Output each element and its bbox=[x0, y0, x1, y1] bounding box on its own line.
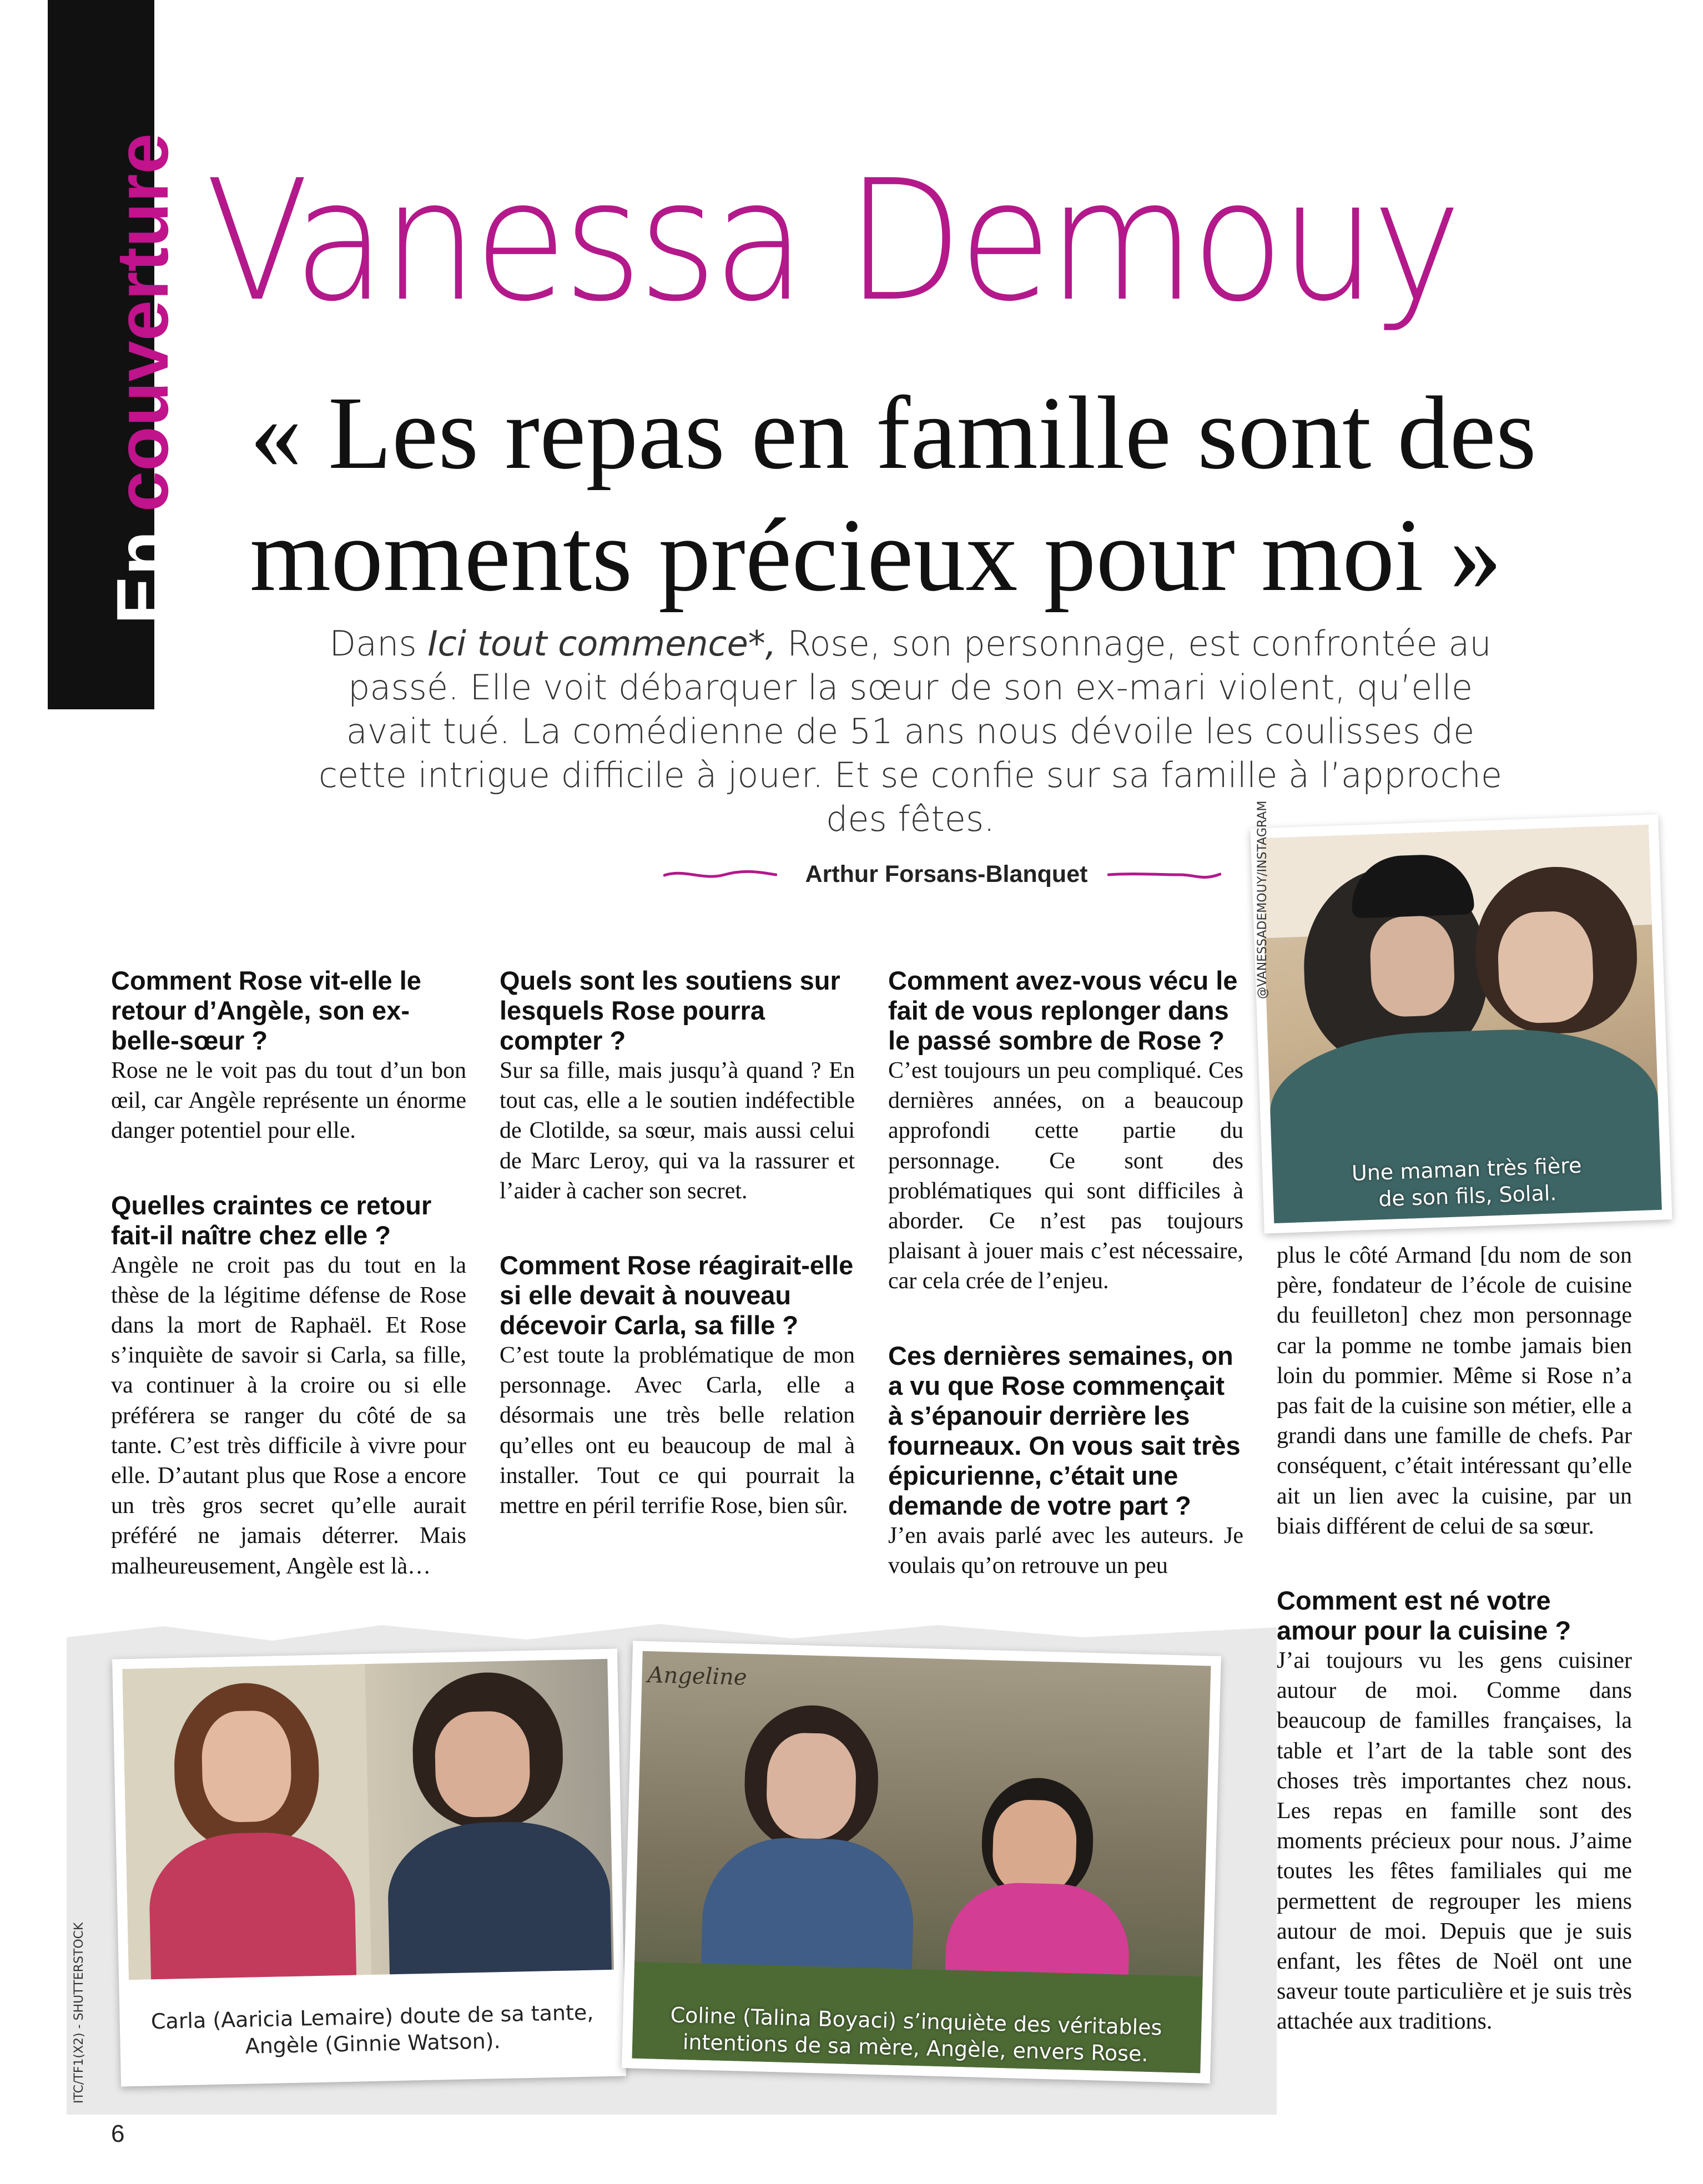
intro-after: Rose, son personnage, est confrontée au passé. Elle voit débarquer la sœur de son ex-mari violent, qu’elle avait tué. La comédienne de 51 ans nous dévoile les coulisses de cette intrigue difficile à jouer. Et se confie sur sa famille à l’approche des fêtes. bbox=[318, 623, 1503, 839]
question: Quelles craintes ce retour fait-il naître chez elle ? bbox=[111, 1190, 432, 1250]
photo-image bbox=[1261, 825, 1662, 1223]
photo-image bbox=[632, 1651, 1211, 2074]
question: Comment Rose vit-elle le retour d’Angèle, son ex-belle-sœur ? bbox=[111, 966, 421, 1055]
answer: Sur sa fille, mais jusqu’à quand ? En tout cas, elle a le soutien indéfectible de Clotilde, sa sœur, mais aussi celui de Marc Leroy, qui va la rassurer et l’aider à cacher son secret. bbox=[500, 1058, 855, 1204]
answer: J’en avais parlé avec les auteurs. Je voulais qu’on retrouve un peu bbox=[888, 1522, 1243, 1578]
byline: Arthur Forsans-Blanquet bbox=[805, 861, 1088, 887]
question: Quels sont les soutiens sur lesquels Rose pourra compter ? bbox=[500, 966, 840, 1055]
section-banner bbox=[48, 0, 183, 709]
column-3 bbox=[888, 966, 1243, 1581]
headline: Vanessa Demouy bbox=[205, 144, 1458, 338]
photo-caption-line: Carla (Aaricia Lemaire) doute de sa tante, bbox=[150, 2000, 594, 2034]
photo-credit: ITC/TF1(X2) - SHUTTERSTOCK bbox=[72, 1922, 86, 2104]
pull-quote bbox=[250, 372, 1703, 616]
photo-mother-son bbox=[1250, 814, 1672, 1233]
question: Comment avez-vous vécu le fait de vous replonger dans le passé sombre de Rose ? bbox=[888, 966, 1238, 1055]
photo-caption-line: intentions de sa mère, Angèle, envers Rose. bbox=[682, 2029, 1149, 2066]
shop-sign: Angeline bbox=[647, 1662, 748, 1691]
intro-show-title: Ici tout commence*, bbox=[427, 623, 777, 664]
answer: C’est toute la problématique de mon personnage. Avec Carla, elle a désormais une très belle relation qu’elles ont eu beaucoup de mal à installer. Tout ce qui pourrait la mettre en péril terrifie Rose, bien sûr. bbox=[500, 1343, 855, 1519]
swash-left-icon bbox=[663, 867, 777, 882]
photo-coline-angele bbox=[622, 1641, 1221, 2083]
face-angele bbox=[765, 1732, 857, 1840]
overalls-angele bbox=[386, 1820, 612, 1980]
photo-caption-line: Angèle (Ginnie Watson). bbox=[245, 2029, 501, 2059]
banner-prefix: En bbox=[102, 531, 183, 624]
photo-caption-line: de son fils, Solal. bbox=[1378, 1181, 1558, 1212]
question: Comment Rose réagirait-elle si elle devait à nouveau décevoir Carla, sa fille ? bbox=[500, 1250, 854, 1340]
face-angele bbox=[434, 1711, 531, 1818]
intro-paragraph bbox=[311, 622, 1510, 841]
face-son bbox=[1369, 915, 1455, 1017]
intro-before: Dans bbox=[329, 623, 428, 664]
question: Comment est né votre amour pour la cuisine ? bbox=[1277, 1586, 1571, 1646]
photo-credit: @VANESSADEMOUY/INSTAGRAM bbox=[1256, 800, 1269, 999]
banner-section: couverture bbox=[102, 133, 183, 512]
quote-line-2: moments précieux pour moi » bbox=[250, 497, 1502, 613]
quote-line-1: « Les repas en famille sont des bbox=[250, 375, 1536, 491]
byline-row bbox=[663, 858, 1246, 891]
column-2 bbox=[500, 966, 855, 1521]
answer: Rose ne le voit pas du tout d’un bon œil, car Angèle représente un énorme danger potentiel pour elle. bbox=[111, 1058, 466, 1144]
answer: C’est toujours un peu compliqué. Ces dernières années, on a beaucoup approfondi cette partie du personnage. Ce sont des problématiques qui sont difficiles à aborder. Ce n’est pas toujours plaisant à jouer mais c’est nécessaire, car cela crée de l’enjeu. bbox=[888, 1058, 1243, 1294]
swash-right-icon bbox=[1107, 867, 1221, 882]
page-number: 6 bbox=[111, 2120, 125, 2147]
photo-caption-line: Une maman très fière bbox=[1351, 1153, 1583, 1186]
face-carla bbox=[201, 1710, 292, 1823]
photo-caption-line: Coline (Talina Boyaci) s’inquiète des véritables bbox=[670, 2003, 1162, 2040]
column-1 bbox=[111, 966, 466, 1581]
answer: J’ai toujours vu les gens cuisiner autour de moi. Comme dans beaucoup de familles françaises, la table et l’art de la table sont des choses très importantes chez nous. Les repas en famille sont des moments précieux pour nous. J’aime toutes les fêtes familiales qui me permettent de regrouper les miens autour de moi. Depuis que je suis enfant, les fêtes de Noël ont une saveur toute particulière et je suis très attachée aux traditions. bbox=[1277, 1648, 1632, 2035]
question: Ces dernières semaines, on a vu que Rose commençait à s’épanouir derrière les fourneaux. On vous sait très épicurienne, c’était une demande de votre part ? bbox=[888, 1340, 1241, 1520]
photo-image bbox=[122, 1659, 614, 1980]
photo-carla-angele bbox=[112, 1649, 626, 2087]
face-coline bbox=[992, 1799, 1077, 1895]
column-4 bbox=[1277, 1240, 1632, 2037]
answer: plus le côté Armand [du nom de son père, fondateur de l’école de cuisine du feuilleton] chez mon personnage car la pomme ne tombe jamais bien loin du pommier. Même si Rose n’a pas fait de la cuisine son métier, elle a grandi dans une famille de chefs. Par conséquent, c’était intéressant qu’elle ait un lien avec la cuisine, par un biais différent de celui de sa sœur. bbox=[1277, 1243, 1632, 1539]
answer: Angèle ne croit pas du tout en la thèse de la légitime défense de Rose dans la mort de Raphaël. Et Rose s’inquiète de savoir si Carla, sa fille, va continuer à la croire ou si elle préférera se ranger du côté de sa tante. C’est très difficile à vivre pour elle. D’autant plus que Rose a encore un très gros secret qu’elle aurait préféré ne jamais déterrer. Mais malheureusement, Angèle est là… bbox=[111, 1252, 466, 1579]
jacket-carla bbox=[148, 1831, 357, 1980]
face-mother bbox=[1497, 910, 1595, 1025]
